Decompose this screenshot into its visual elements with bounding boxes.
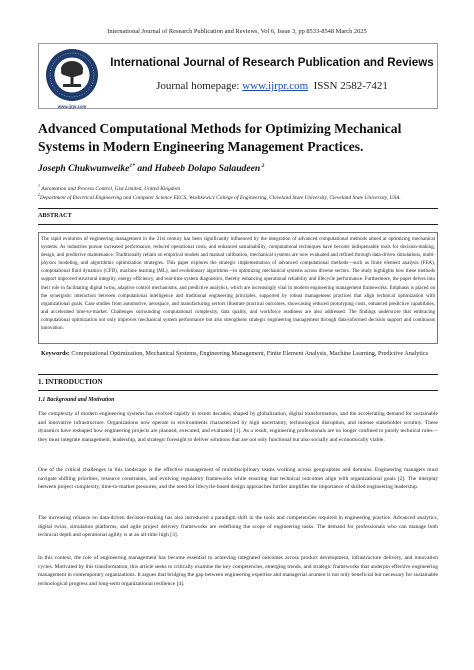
paragraph: One of the critical challenges in this landscape is the effective management of multidisciplinary teams working across geographies and domains. Engineering managers must navigate shifting priorities, resource constraints, and evolving regulatory frameworks while ensuring that technical outcomes align with organizational goals [2]. The interplay between project complexity, time-to-market pressures, and the need for lifecycle-based design approaches further amplifies the importance of skilled engineering leadership. (38, 467, 438, 490)
journal-title: International Journal of Research Publication and Reviews (110, 56, 434, 69)
divider (38, 208, 438, 209)
keywords (41, 349, 435, 358)
keywords-label: Keywords: (41, 350, 70, 357)
journal-logo (42, 47, 102, 105)
author-2: Habeeb Dolapo Salaudeen (154, 163, 261, 175)
abstract-heading: ABSTRACT (38, 212, 72, 219)
author-2-sup: 2 (260, 163, 265, 169)
author-line (38, 163, 438, 174)
running-head: International Journal of Research Publication and Reviews, Vol 6, Issue 3, pp 8533-8548 March 2025 (107, 28, 367, 35)
abstract-text: The rapid evolution of engineering management in the 21st century has been significantly influenced by the integration of advanced computational methods aimed at optimizing mechanical systems. As industries pursue increased performance, reduced operational costs, and enhanced sustainability, computational techniques have become indispensable tools for decision-making, design, and predictive maintenance. Traditionally reliant on empirical models and manual calibration, mechanical systems are now evaluated and refined through data-driven simulations, multi-physics modeling, and algorithmic optimization strategies. This paper explores the strategic implementation of advanced computational methods—such as finite element analysis (FEA), computational fluid dynamics (CFD), machine learning (ML), and evolutionary algorithms—in optimizing mechanical systems across diverse sectors. The study highlights how these methods support improved structural integrity, energy efficiency, and real-time system diagnostics, thereby enhancing operational reliability and lifecycle performance. Furthermore, the paper delves into their role in facilitating digital twins, adaptive control mechanisms, and predictive analytics, which are increasingly vital in modern engineering management frameworks. Emphasis is placed on the synergistic interaction between computational intelligence and traditional engineering principles, supported by robust management practices that align technical optimization with organizational goals. Case studies from automotive, aerospace, and manufacturing sectors illustrate practical outcomes, showcasing reduced prototyping costs, enhanced predictive capabilities, and accelerated time-to-market. Challenges surrounding computational complexity, data quality, and workforce readiness are also addressed. The findings underscore that embracing computational optimization not only improves mechanical system performance but also strengthens strategic engineering management through data-informed decision support and continuous innovation. (41, 236, 435, 332)
divider (38, 390, 438, 391)
journal-masthead (38, 43, 438, 109)
affiliation-2: $^2$Department of Electrical Engineering and Computer Science EECS, Washkewicz College of Engineering, Cleveland State University, Cleveland State University, USA. (38, 192, 401, 201)
divider (38, 224, 438, 225)
paragraph: The increasing reliance on data-driven decision-making has also introduced a paradigm shift in the tools and competencies required in engineering practice. Advanced analytics, digital twins, simulation platforms, and agile project delivery frameworks are redefining the scope of engineering tasks. The demand for professionals who can manage both technical depth and operational agility is at an all-time high [3]. (38, 515, 438, 538)
author-and: and (134, 163, 155, 175)
paper-title: Advanced Computational Methods for Optimizing Mechanical Systems in Modern Engineering Management Practices. (38, 121, 402, 154)
issn: ISSN 2582-7421 (313, 80, 388, 92)
keywords-text: Computational Optimization, Mechanical Systems, Engineering Management, Finite Element Analysis, Machine Learning, Predictive Analytics (69, 350, 428, 357)
section-heading: 1. INTRODUCTION (38, 378, 103, 386)
author-1: Joseph Chukwunweike (38, 163, 130, 175)
homepage-link[interactable]: www.ijrpr.com (242, 80, 309, 92)
logo-url: www.ijrpr.com (57, 104, 87, 109)
journal-homepage-line (109, 80, 435, 92)
journal-seal-icon (42, 47, 102, 105)
paragraph: The complexity of modern engineering systems has evolved rapidly in recent decades, shaped by globalization, digital transformation, and the accelerating demand for sustainable and innovative infrastructure. Organizations now operate in environments characterized by high uncertainty, technological disruption, and intense stakeholder scrutiny. These dynamics have reshaped how engineering projects are planned, executed, and evaluated [1]. As a result, engineering professionals are no longer confined to purely technical roles—they must integrate management, leadership, and strategic foresight to deliver solutions that are not only functional but also socially and economically viable. (38, 411, 438, 443)
author-1-sup: 1* (129, 163, 135, 169)
paragraph: In this context, the role of engineering management has become essential to achieving integrated outcomes across product development, infrastructure delivery, and innovation cycles. Motivated by this transformation, this article seeks to critically examine the key competencies, emerging trends, and strategic frameworks that underpin effective engineering management in contemporary organizations. It argues that bridging the gap between engineering expertise and managerial acumen is not only beneficial but necessary for sustainable technological progress and long-term organizational resilience [4]. (38, 555, 438, 587)
divider (38, 374, 438, 375)
affiliation-1: $^1$ Automation and Process Control, Gist Limited, United Kingdom (38, 183, 180, 192)
homepage-label: Journal homepage: (156, 80, 243, 92)
subsection-heading: 1.1 Background and Motivation (38, 397, 115, 403)
